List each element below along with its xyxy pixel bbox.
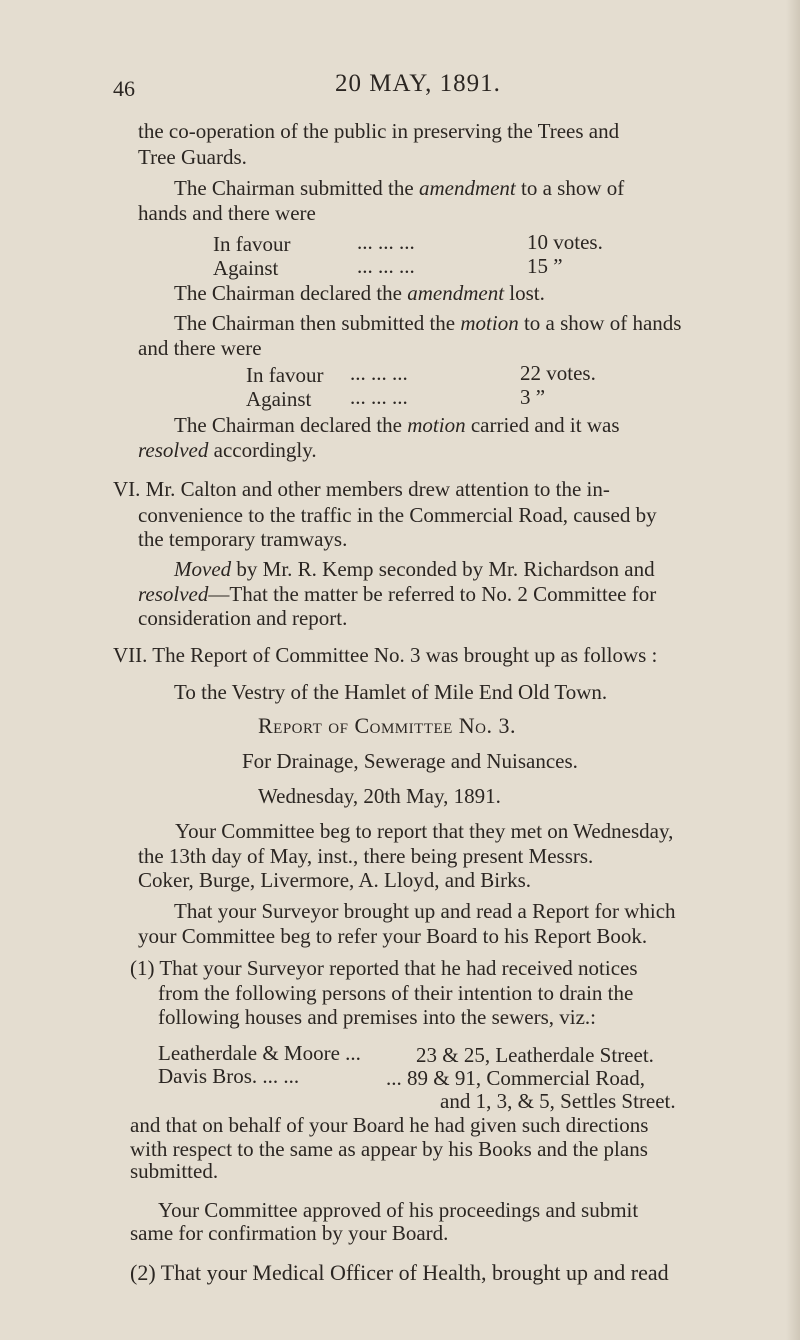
text-line: VII. The Report of Committee No. 3 was brought up as follows : (113, 643, 658, 667)
text-line: Moved by Mr. R. Kemp seconded by Mr. Richardson and (174, 557, 655, 581)
text-line: (2) That your Medical Officer of Health, brought up and read (130, 1260, 669, 1285)
text-line: The Chairman declared the motion carried and it was (174, 413, 620, 437)
notice-name: Leatherdale & Moore ... (158, 1041, 361, 1065)
text-line: and that on behalf of your Board he had given such directions (130, 1113, 649, 1137)
vote-count: 15 ” (527, 254, 563, 278)
leader-dots: ... ... ... (357, 230, 415, 254)
text-line: The Chairman then submitted the motion to a show of hands (174, 311, 682, 335)
leader-dots: ... ... ... (350, 361, 408, 385)
report-subtitle: For Drainage, Sewerage and Nuisances. (242, 749, 578, 773)
vote-count: 10 votes. (527, 230, 603, 254)
vote-label: Against (213, 256, 279, 280)
text-line: and there were (138, 336, 262, 360)
text-line: following houses and premises into the sewers, viz.: (158, 1005, 597, 1029)
page-number: 46 (113, 76, 135, 101)
leader-dots: ... ... ... (357, 254, 415, 278)
vote-label: In favour (213, 232, 291, 256)
text-line: same for confirmation by your Board. (130, 1221, 449, 1245)
notice-address: ... 89 & 91, Commercial Road, (386, 1066, 645, 1090)
text-line: the co-operation of the public in preserving the Trees and (138, 119, 620, 143)
report-date: Wednesday, 20th May, 1891. (258, 784, 501, 808)
text-line: submitted. (130, 1159, 219, 1183)
text-line: Your Committee approved of his proceedings and submit (158, 1198, 639, 1222)
text-line: consideration and report. (138, 606, 348, 630)
vote-count: 3 ” (520, 385, 546, 409)
text-line: the temporary tramways. (138, 527, 348, 551)
text-line: The Chairman declared the amendment lost. (174, 281, 545, 305)
text-line: Coker, Burge, Livermore, A. Lloyd, and Birks. (138, 868, 532, 892)
text-line: VI. Mr. Calton and other members drew attention to the in- (113, 477, 610, 501)
leader-dots: ... ... ... (350, 385, 408, 409)
text-line: That your Surveyor brought up and read a Report for which (174, 899, 676, 923)
report-title: Report of Committee No. 3. (258, 713, 516, 738)
vote-label: In favour (246, 363, 324, 387)
notice-address: 23 & 25, Leatherdale Street. (416, 1043, 654, 1067)
text-line: Tree Guards. (138, 145, 247, 169)
text-line: the 13th day of May, inst., there being present Messrs. (138, 844, 594, 868)
page-header-date: 20 MAY, 1891. (335, 70, 501, 97)
text-line: (1) That your Surveyor reported that he had received notices (130, 956, 638, 980)
text-line: resolved—That the matter be referred to No. 2 Committee for (138, 582, 657, 606)
page-edge (786, 0, 800, 1340)
report-addressee: To the Vestry of the Hamlet of Mile End Old Town. (174, 680, 608, 704)
vote-label: Against (246, 387, 312, 411)
text-line: convenience to the traffic in the Commercial Road, caused by (138, 503, 657, 527)
notice-name: Davis Bros. ... ... (158, 1064, 300, 1088)
text-line: from the following persons of their intention to drain the (158, 981, 634, 1005)
text-line: The Chairman submitted the amendment to a show of (174, 176, 625, 200)
text-line: hands and there were (138, 201, 316, 225)
text-line: your Committee beg to refer your Board to his Report Book. (138, 924, 648, 948)
text-line: resolved accordingly. (138, 438, 317, 462)
vote-count: 22 votes. (520, 361, 596, 385)
text-line: with respect to the same as appear by his Books and the plans (130, 1137, 648, 1161)
notice-address: and 1, 3, & 5, Settles Street. (440, 1089, 676, 1113)
text-line: Your Committee beg to report that they met on Wednesday, (175, 819, 674, 843)
